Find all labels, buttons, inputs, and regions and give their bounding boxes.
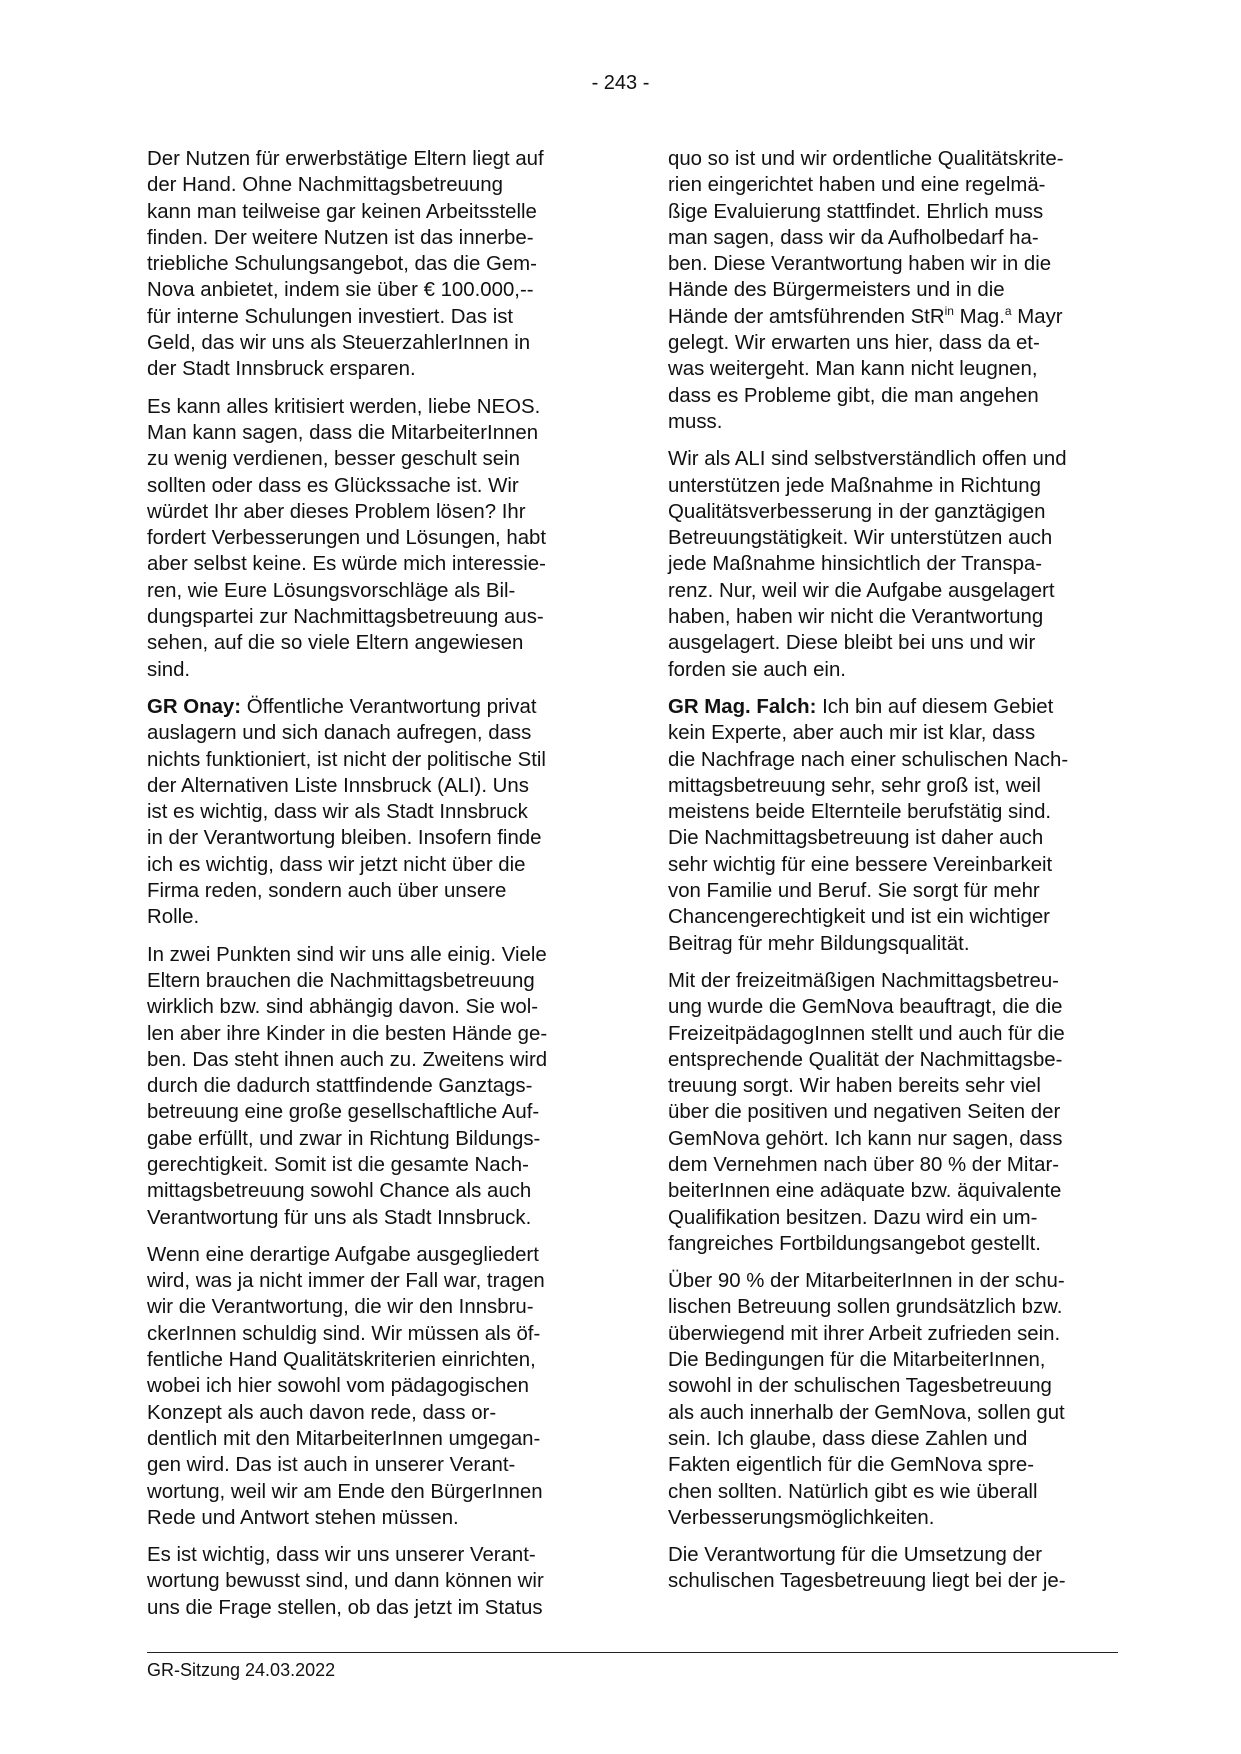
right-paragraph-2: Wir als ALI sind selbstverständlich offen und unterstützen jede Maßnahme in Richtung Qualitätsverbesserung in der ganztägigen Betreuungstätigkeit. Wir unterstützen auch jede Maßnahme hinsichtlich der Transpa- renz. Nur, weil wir die Aufgabe ausgelagert haben, haben wir nicht die Verantwortung ausgelagert. Diese bleibt bei uns und wir forden sie auch ein. [668, 448, 1067, 681]
left-paragraph-1: Der Nutzen für erwerbstätige Eltern liegt auf der Hand. Ohne Nachmittagsbetreuung kann man teilweise gar keinen Arbeitsstelle finden. Der weitere Nutzen ist das innerbe- triebliche Schulungsangebot, das die Gem- Nova anbietet, indem sie über € 100.000,-- für interne Schulungen investiert. Das ist Geld, das wir uns als SteuerzahlerInnen in der Stadt Innsbruck ersparen. [147, 148, 544, 381]
left-paragraph-3 [147, 694, 597, 931]
superscript-in: in [944, 303, 954, 318]
right-paragraph-1 [668, 146, 1118, 435]
speech-text-onay: Öffentliche Verantwortung privat auslagern und sich danach aufregen, dass nichts funktioniert, ist nicht der politische Stil der Alternativen Liste Innsbruck (ALI). Uns ist es wichtig, dass wir als Stadt Innsbruck in der Verantwortung bleiben. Insofern finde ich es wichtig, dass wir jetzt nicht über die Firma reden, sondern auch über unsere Rolle. [147, 695, 546, 929]
page-number: - 243 - [591, 72, 650, 94]
right-paragraph-6: Die Verantwortung für die Umsetzung der schulischen Tagesbetreuung liegt bei der je- [668, 1544, 1066, 1593]
left-paragraph-2: Es kann alles kritisiert werden, liebe NEOS. Man kann sagen, dass die MitarbeiterInnen zu wenig verdienen, besser geschult sein sollten oder dass es Glückssache ist. Wir würdet Ihr aber dieses Problem lösen? Ihr fordert Verbesserungen und Lösungen, habt aber selbst keine. Es würde mich interessie- ren, wie Eure Lösungsvorschläge als Bil- dungspartei zur Nachmittagsbetreuung aus- sehen, auf die so viele Eltern angewiesen sind. [147, 395, 547, 681]
right-paragraph-1-part-b: Mag. [953, 305, 1005, 328]
left-column [147, 146, 597, 1632]
left-paragraph-4: In zwei Punkten sind wir uns alle einig. Viele Eltern brauchen die Nachmittagsbetreuung wirklich bzw. sind abhängig davon. Sie wol- len aber ihre Kinder in die besten Hände ge- ben. Das steht ihnen auch zu. Zweitens wird durch die dadurch stattfindende Ganztags- betreuung eine große gesellschaftliche Auf- gabe erfüllt, und zwar in Richtung Bildungs- gerechtigkeit. Somit ist die gesamte Nach- mittagsbetreuung sowohl Chance als auch Verantwortung für uns als Stadt Innsbruck. [147, 943, 548, 1229]
left-paragraph-6: Es ist wichtig, dass wir uns unserer Verant- wortung bewusst sind, und dann können wir uns die Frage stellen, ob das jetzt im Status [147, 1544, 544, 1619]
speaker-name-onay: GR Onay: [147, 695, 242, 718]
speaker-name-falch: GR Mag. Falch: [668, 695, 817, 718]
right-column [668, 146, 1118, 1606]
superscript-a: a [1004, 303, 1012, 318]
right-paragraph-5: Über 90 % der MitarbeiterInnen in der schu- lischen Betreuung sollen grundsätzlich bzw. überwiegend mit ihrer Arbeit zufrieden sein. Die Bedingungen für die MitarbeiterInnen, sowohl in der schulischen Tagesbetreuung als auch innerhalb der GemNova, sollen gut sein. Ich glaube, dass diese Zahlen und Fakten eigentlich für die GemNova spre- chen sollten. Natürlich gibt es wie überall Verbesserungsmöglichkeiten. [668, 1270, 1065, 1529]
right-paragraph-1-part-c: Mayr gelegt. Wir erwarten uns hier, dass da et- was weitergeht. Man kann nicht leugnen, dass es Probleme gibt, die man angehen muss. [668, 305, 1063, 433]
left-paragraph-5: Wenn eine derartige Aufgabe ausgegliedert wird, was ja nicht immer der Fall war, tragen wir die Verantwortung, die wir den Innsbru- ckerInnen schuldig sind. Wir müssen als öf- fentliche Hand Qualitätskriterien einrichten, wobei ich hier sowohl vom pädagogischen Konzept als auch davon rede, dass or- dentlich mit den MitarbeiterInnen umgegan- gen wird. Das ist auch in unserer Verant- wortung, weil wir am Ende den BürgerInnen Rede und Antwort stehen müssen. [147, 1243, 545, 1529]
right-paragraph-3 [668, 694, 1118, 957]
footer-session-date: GR-Sitzung 24.03.2022 [147, 1660, 336, 1680]
right-paragraph-1-part-a: quo so ist und wir ordentliche Qualitätskrite- rien eingerichtet haben und eine regelmä- ßige Evaluierung stattfindet. Ehrlich muss man sagen, dass wir da Aufholbedarf ha- ben. Diese Verantwortung haben wir in die Hände des Bürgermeisters und in die Hände der amtsführenden StR [668, 148, 1064, 328]
speech-text-falch: Ich bin auf diesem Gebiet kein Experte, aber auch mir ist klar, dass die Nachfrage nach einer schulischen Nach- mittagsbetreuung sehr, sehr groß ist, weil meistens beide Elternteile berufstätig sind. Die Nachmittagsbetreuung ist daher auch sehr wichtig für eine bessere Vereinbarkeit von Familie und Beruf. Sie sorgt für mehr Chancengerechtigkeit und ist ein wichtiger Beitrag für mehr Bildungsqualität. [668, 695, 1069, 955]
footer-divider [147, 1652, 1118, 1653]
right-paragraph-4: Mit der freizeitmäßigen Nachmittagsbetreu- ung wurde die GemNova beauftragt, die die FreizeitpädagogInnen stellt und auch für die entsprechende Qualität der Nachmittagsbe- treuung sorgt. Wir haben bereits sehr viel über die positiven und negativen Seiten der GemNova gehört. Ich kann nur sagen, dass dem Vernehmen nach über 80 % der Mitar- beiterInnen eine adäquate bzw. äquivalente Qualifikation besitzen. Dazu wird ein um- fangreiches Fortbildungsangebot gestellt. [668, 969, 1065, 1255]
